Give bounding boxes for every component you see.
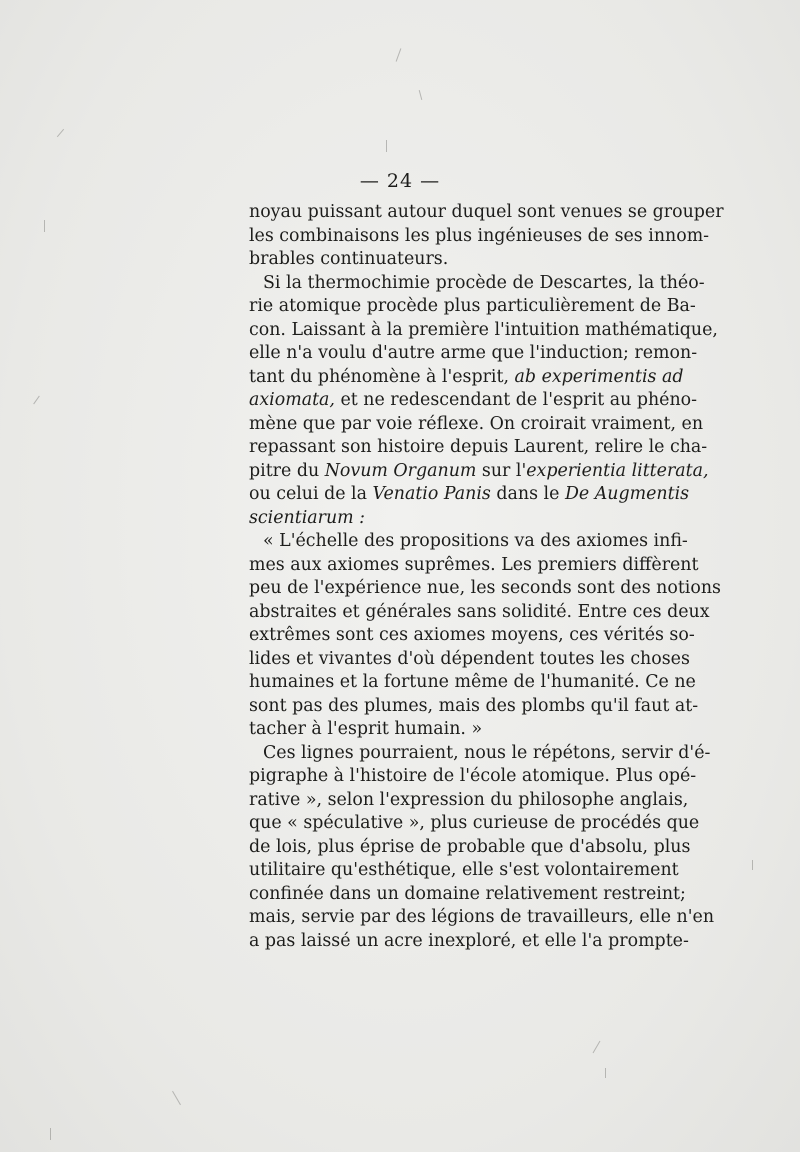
scan-mark — [593, 1041, 601, 1054]
italic-text: axiomata, — [249, 390, 335, 410]
text-line: pigraphe à l'histoire de l'école atomique. Plus opé- — [249, 766, 697, 786]
text-line: les combinaisons les plus ingénieuses de ses innom- — [249, 225, 710, 246]
text-segment: tant du phénomène à l'esprit, — [249, 366, 515, 387]
text-line: sont pas des plumes, mais des plombs qu'il faut at- — [249, 695, 699, 716]
scan-mark — [44, 220, 45, 232]
italic-text: ab experimentis ad — [514, 366, 684, 387]
text-line: con. Laissant à la première l'intuition mathématique, — [249, 319, 718, 340]
scan-mark — [419, 90, 423, 100]
text-segment: et ne redescendant de l'esprit au phéno- — [334, 390, 698, 410]
text-line: « L'échelle des propositions va des axiomes infi- — [263, 531, 688, 551]
scan-mark — [605, 1068, 606, 1078]
text-line — [249, 460, 709, 484]
text-segment: sur l' — [476, 460, 527, 481]
text-line: tacher à l'esprit humain. » — [249, 719, 483, 739]
text-line: mais, servie par des légions de travailleurs, elle n'en — [249, 907, 715, 927]
text-line: lides et vivantes d'où dépendent toutes les choses — [249, 648, 690, 669]
scan-mark — [57, 129, 64, 137]
italic-text: scientiarum : — [249, 507, 366, 528]
italic-text: experientia litterata, — [526, 460, 709, 481]
text-line: Ces lignes pourraient, nous le répétons, servir d'é- — [263, 742, 711, 763]
text-line: Si la thermochimie procède de Descartes, la théo- — [263, 272, 705, 293]
text-line: a pas laissé un acre inexploré, et elle l'a prompte- — [249, 930, 689, 951]
text-line: brables continuateurs. — [249, 249, 449, 269]
text-line: extrêmes sont ces axiomes moyens, ces vérités so- — [249, 625, 695, 645]
scan-mark — [386, 140, 387, 152]
scan-mark — [752, 860, 753, 870]
text-segment: dans le — [490, 484, 565, 504]
text-line — [249, 366, 684, 390]
text-line: confinée dans un domaine relativement restreint; — [249, 883, 686, 904]
text-line: utilitaire qu'esthétique, elle s'est volontairement — [249, 860, 679, 880]
body-text — [249, 201, 724, 953]
text-line: elle n'a voulu d'autre arme que l'induction; remon- — [249, 343, 698, 363]
text-line: rie atomique procède plus particulièrement de Ba- — [249, 296, 696, 316]
text-segment: pitre du — [249, 460, 325, 481]
page-number: — 24 — — [359, 170, 441, 192]
scan-mark — [396, 48, 402, 61]
text-segment: ou celui de la — [249, 484, 373, 504]
text-line: humaines et la fortune même de l'humanité. Ce ne — [249, 672, 696, 692]
scan-mark — [172, 1091, 181, 1105]
text-line: abstraites et générales sans solidité. Entre ces deux — [249, 601, 710, 622]
text-line: peu de l'expérience nue, les seconds sont des notions — [249, 578, 721, 598]
text-line — [249, 507, 673, 531]
text-line: repassant son histoire depuis Laurent, relire le cha- — [249, 437, 708, 457]
text-line: mène que par voie réflexe. On croirait vraiment, en — [249, 413, 704, 434]
text-line: noyau puissant autour duquel sont venues se grouper — [249, 202, 724, 222]
text-line: rative », selon l'expression du philosophe anglais, — [249, 789, 689, 810]
scan-mark — [33, 396, 40, 405]
italic-text: Novum Organum — [324, 460, 477, 481]
scan-mark — [50, 1128, 51, 1140]
text-line: que « spéculative », plus curieuse de procédés que — [249, 813, 700, 833]
text-line: de lois, plus éprise de probable que d'absolu, plus — [249, 836, 691, 857]
italic-text: Venatio Panis — [372, 484, 491, 504]
text-line: mes aux axiomes suprêmes. Les premiers diffèrent — [249, 554, 699, 575]
text-line — [249, 483, 690, 507]
text-line — [249, 389, 698, 413]
italic-text: De Augmentis — [564, 484, 690, 504]
